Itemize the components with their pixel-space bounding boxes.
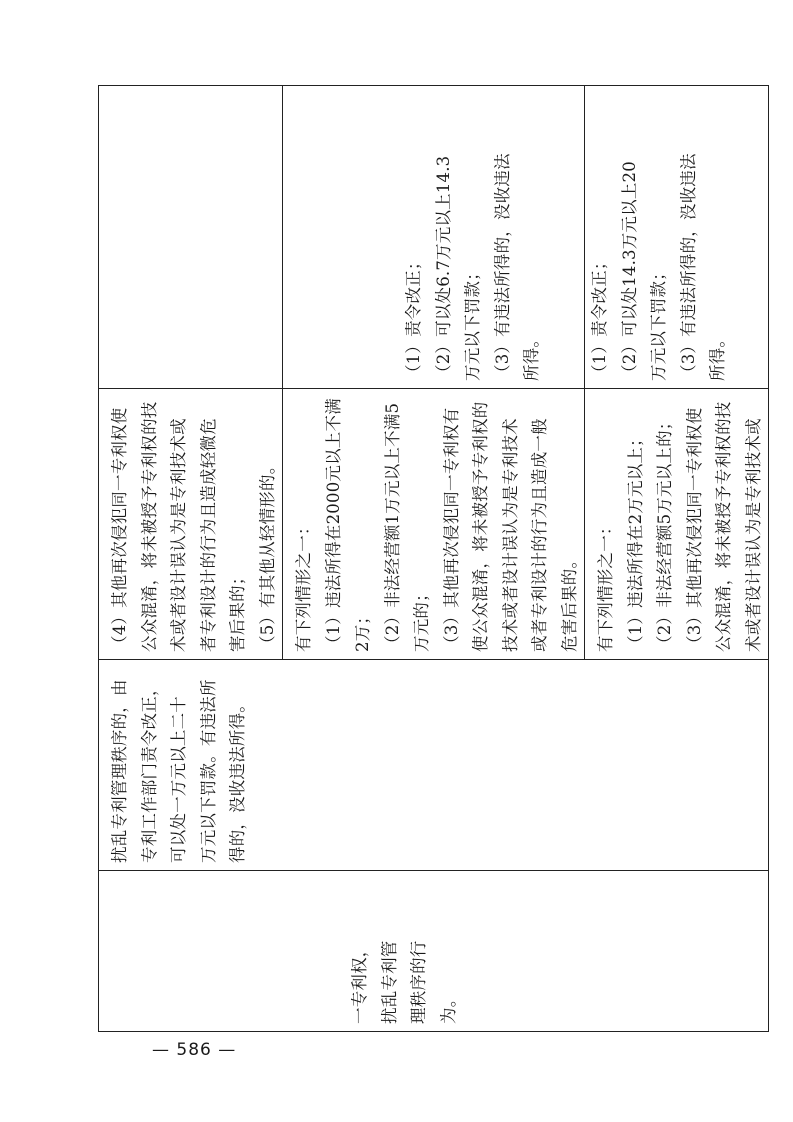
text-line: 有下列情形之一： <box>596 518 615 652</box>
text-line: 得的，没收违法所得。 <box>228 696 247 863</box>
penalty-text-3 <box>585 86 733 388</box>
text-line: 万元的； <box>412 585 431 652</box>
legal-basis-text <box>99 660 253 870</box>
circumstance-cell <box>283 389 585 660</box>
penalty-cell <box>585 86 769 389</box>
circumstance-text-2 <box>283 389 584 659</box>
penalty-cell <box>283 86 585 389</box>
legal-basis-cell <box>99 660 769 871</box>
penalty-cell <box>99 86 283 389</box>
circumstance-text-3 <box>585 389 768 659</box>
circumstance-cell <box>99 389 283 660</box>
penalty-standard-table <box>98 85 769 1032</box>
text-line: 专利工作部门责令改正， <box>139 679 159 863</box>
text-line: 扰乱专利管 <box>379 940 399 1024</box>
text-line: （2）可以处14.3万元以上20 <box>619 161 639 381</box>
text-line: （1）违法所得在2万元以上； <box>625 430 645 652</box>
text-line: 技术或者设计误认为是专利技术 <box>500 418 520 652</box>
text-line: 所得。 <box>522 330 541 381</box>
text-line: 理秩序的行 <box>409 940 428 1024</box>
text-line: 或者专利设计的行为且造成一般 <box>530 418 549 652</box>
text-line: 术或者设计误认为是专利技术或 <box>169 418 188 652</box>
text-line: （2）可以处6.7万元以上14.3 <box>433 155 453 381</box>
text-line: 公众混淆，将未被授予专利权的技 <box>139 401 159 652</box>
text-line: 所得。 <box>708 330 727 381</box>
text-line: 有下列情形之一： <box>294 518 313 652</box>
text-line: 危害后果的。 <box>559 551 579 652</box>
rotated-page-content <box>98 90 763 1032</box>
text-line: （1）责令改正； <box>404 253 423 381</box>
text-line: 害后果的； <box>228 568 247 652</box>
page-number: — 586 — <box>152 1040 237 1060</box>
text-line: 为。 <box>438 990 458 1024</box>
text-line: 术或者设计误认为是专利技术或 <box>743 418 763 652</box>
text-line: 万元以下罚款； <box>463 264 482 381</box>
behavior-text <box>99 871 463 1031</box>
text-line: 者专利设计的行为且造成轻微危 <box>198 418 218 652</box>
circumstance-cell <box>585 389 769 660</box>
text-line: 2万； <box>353 607 372 652</box>
text-line: 扰乱专利管理秩序的，由 <box>110 679 129 863</box>
text-line: 使公众混淆，将未被授予专利权的 <box>471 401 490 652</box>
table-row <box>99 86 283 1032</box>
text-line: 万元以下罚款； <box>649 264 668 381</box>
behavior-cell <box>99 871 769 1032</box>
text-line: 万元以下罚款。有违法所 <box>198 679 218 863</box>
text-line: （3）其他再次侵犯同一专利权有 <box>441 407 461 652</box>
text-line: （3）其他再次侵犯同一专利权使 <box>684 407 704 652</box>
penalty-text-1 <box>99 86 105 388</box>
text-line: 可以处一万元以上二十 <box>169 696 188 863</box>
text-line: （5）有其他从轻情形的。 <box>257 457 277 652</box>
circumstance-text-1 <box>99 389 282 659</box>
text-line: （4）其他再次侵犯同一专利权使 <box>110 407 129 652</box>
text-line: （1）违法所得在2000元以上不满 <box>323 398 343 652</box>
text-line: （2）非法经营额5万元以上的； <box>655 413 674 652</box>
text-line: （1）责令改正； <box>590 253 609 381</box>
text-line: （3）有违法所得的，没收违法 <box>492 153 512 381</box>
text-line: 一专利权， <box>350 940 369 1024</box>
penalty-text-2 <box>283 86 547 388</box>
text-line: （2）非法经营额1万元以上不满5 <box>382 402 402 652</box>
text-line: （3）有违法所得的，没收违法 <box>678 153 698 381</box>
text-line: 公众混淆，将未被授予专利权的技 <box>714 401 733 652</box>
